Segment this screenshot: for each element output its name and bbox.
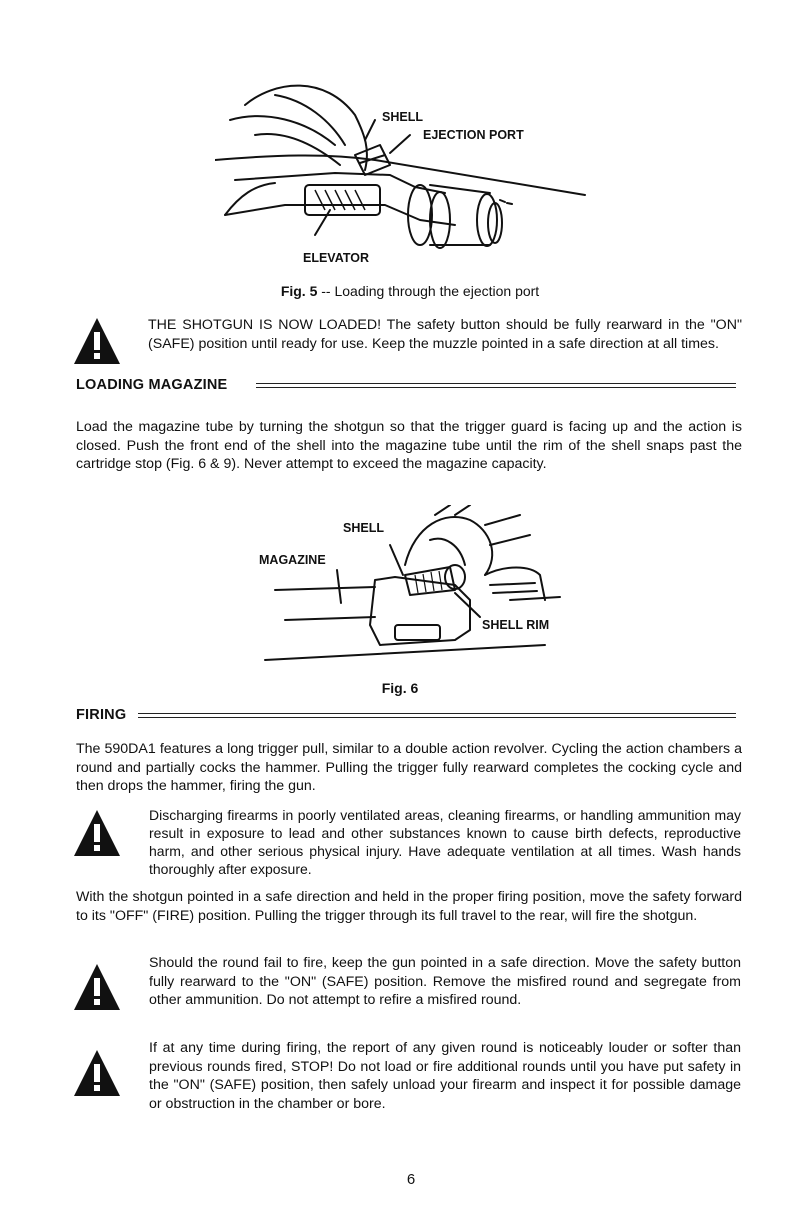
fig6-label-shell-rim: SHELL RIM bbox=[482, 618, 550, 632]
fig6-label-magazine: MAGAZINE bbox=[259, 553, 326, 567]
loading-magazine-text: Load the magazine tube by turning the shotgun so that the trigger guard is facing up and the action is closed. Push the front end of the shell into the magazine tube until the rim of the shell snaps past the cartridge stop (Fig. 6 & 9). Never attempt to exceed the magazine capacity. bbox=[76, 419, 742, 472]
firing-text: The 590DA1 features a long trigger pull, similar to a double action revolver. Cycling the action chambers a round and partially cocks the hammer. Pulling the trigger fully rearward completes the cocking cycle and then drops the hammer, firing the gun. bbox=[76, 741, 742, 794]
section-rule bbox=[138, 713, 736, 718]
fig5-label-shell: SHELL bbox=[382, 110, 423, 124]
warning-ventilation-text: Discharging firearms in poorly ventilated areas, cleaning firearms, or handling ammunition may result in exposure to lead and other substances known to cause birth defects, reproductive harm, and other serious physical injury. Have adequate ventilation at all times. Wash hands thoroughly after exposure. bbox=[149, 807, 741, 877]
warning-report-text: If at any time during firing, the report of any given round is noticeably louder or softer than previous rounds fired, STOP! Do not load or fire additional rounds until you have put safety in the "ON" (SAFE) position, then safely unload your firearm and inspect it for possible damage or obstruction in the chamber or bore. bbox=[149, 1040, 741, 1112]
figure-6-illustration bbox=[255, 505, 575, 665]
section-rule bbox=[256, 383, 736, 388]
figure-5-illustration bbox=[215, 75, 595, 260]
fig5-label-elevator: ELEVATOR bbox=[303, 251, 369, 265]
page-number: 6 bbox=[406, 1171, 416, 1188]
warning-icon bbox=[72, 1048, 122, 1098]
figure-6-caption bbox=[300, 680, 500, 696]
warning-icon bbox=[72, 808, 122, 858]
figure-6-caption-text: Fig. 6 bbox=[381, 680, 419, 696]
section-heading-loading-magazine: LOADING MAGAZINE bbox=[76, 377, 228, 393]
fig5-label-ejection-port: EJECTION PORT bbox=[423, 128, 524, 142]
warning-icon bbox=[72, 962, 122, 1012]
figure-5-caption bbox=[200, 283, 620, 299]
warning-misfire-text: Should the round fail to fire, keep the gun pointed in a safe direction. Move the safety button fully rearward to the "ON" (SAFE) position. Remove the misfired round and segregate from other ammunition. Do not attempt to refire a misfired round. bbox=[149, 955, 741, 1008]
figure-5-caption-number: Fig. 5 bbox=[280, 283, 318, 299]
warning-loaded-text: THE SHOTGUN IS NOW LOADED! The safety button should be fully rearward in the "ON" (SAFE) position until ready for use. Keep the muzzle pointed in a safe direction at all times. bbox=[148, 317, 742, 352]
section-heading-firing: FIRING bbox=[76, 707, 127, 723]
warning-icon bbox=[72, 316, 122, 366]
fig6-label-shell: SHELL bbox=[343, 521, 384, 535]
firing-text-2: With the shotgun pointed in a safe direction and held in the proper firing position, move the safety forward to its "OFF" (FIRE) position. Pulling the trigger through its full travel to the rear, will fire the shotgun. bbox=[76, 889, 742, 924]
figure-5-caption-text: -- Loading through the ejection port bbox=[317, 283, 540, 299]
